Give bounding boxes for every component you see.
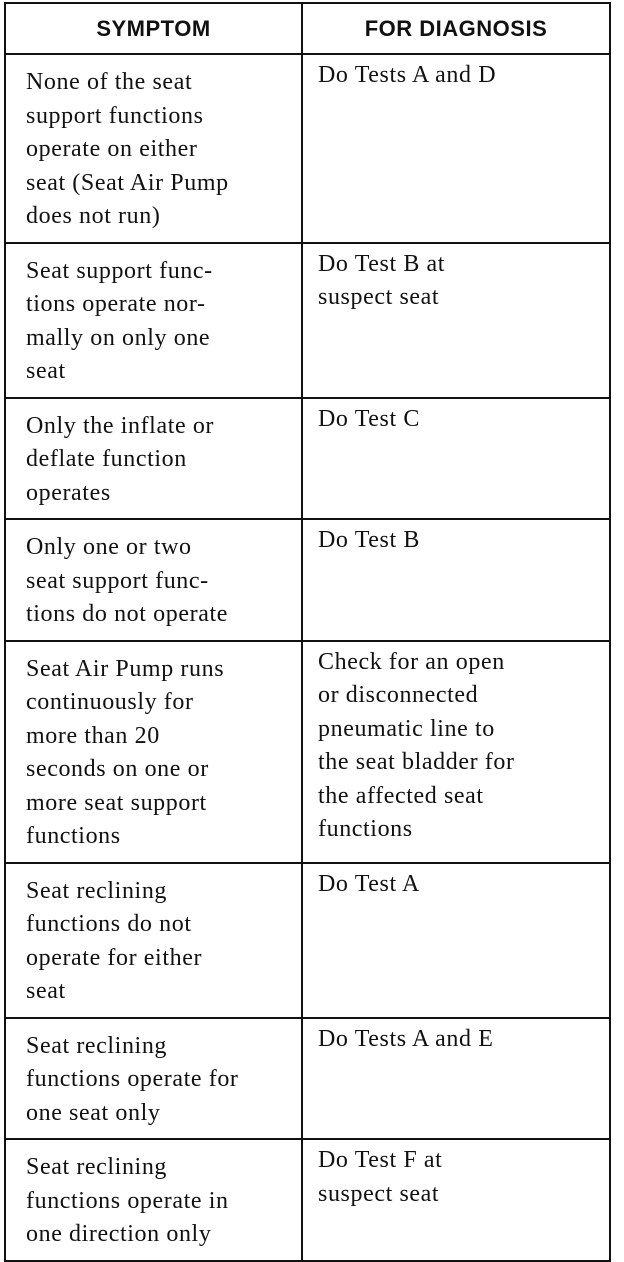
- diagnosis-text: Do Test C: [318, 405, 420, 432]
- diagnosis-table: [4, 2, 611, 1262]
- symptom-text: Seat reclining functions do not operate for either seat: [26, 877, 203, 1004]
- symptom-cell: [5, 519, 302, 641]
- symptom-cell: [5, 243, 302, 398]
- symptom-text: None of the seat support functions operate on either seat (Seat Air Pump does not run): [26, 69, 229, 229]
- symptom-text: Seat reclining functions operate for one seat only: [26, 1032, 239, 1126]
- symptom-text: Seat Air Pump runs continuously for more than 20 seconds on one or more seat support functions: [26, 655, 225, 849]
- table-row: [5, 863, 610, 1018]
- symptom-cell: [5, 398, 302, 520]
- symptom-text: Only the inflate or deflate function operates: [26, 412, 215, 506]
- symptom-cell: [5, 863, 302, 1018]
- diagnosis-text: Do Test A: [318, 870, 420, 897]
- table-row: [5, 1139, 610, 1261]
- diagnosis-cell: [302, 54, 610, 243]
- table-row: [5, 641, 610, 863]
- symptom-cell: [5, 1018, 302, 1140]
- diagnosis-text: Do Tests A and E: [318, 1025, 494, 1052]
- symptom-cell: [5, 1139, 302, 1261]
- diagnosis-cell: [302, 519, 610, 641]
- table-row: [5, 519, 610, 641]
- diagnosis-text: Do Test B at suspect seat: [318, 250, 446, 310]
- table-row: [5, 1018, 610, 1140]
- diagnosis-cell: [302, 398, 610, 520]
- diagnosis-cell: [302, 1018, 610, 1140]
- diagnosis-cell: [302, 243, 610, 398]
- symptom-text: Only one or two seat support func- tions do not operate: [26, 534, 228, 627]
- table-row: [5, 243, 610, 398]
- diagnosis-cell: [302, 641, 610, 863]
- diagnosis-text: Do Test B: [318, 527, 420, 553]
- symptom-cell: [5, 54, 302, 243]
- diagnosis-text: Do Tests A and D: [318, 62, 497, 88]
- diagnosis-cell: [302, 863, 610, 1018]
- diagnosis-cell: [302, 1139, 610, 1261]
- symptom-column-header: SYMPTOM: [5, 3, 302, 54]
- symptom-text: Seat support func- tions operate nor- mally on only one seat: [26, 257, 213, 384]
- diagnosis-text: Check for an open or disconnected pneumatic line to the seat bladder for the affected seat functions: [318, 648, 515, 842]
- diagnosis-column-header: FOR DIAGNOSIS: [302, 3, 610, 54]
- table-header-row: [5, 3, 610, 54]
- symptom-text: Seat reclining functions operate in one direction only: [26, 1154, 229, 1247]
- table-row: [5, 54, 610, 243]
- symptom-cell: [5, 641, 302, 863]
- table-row: [5, 398, 610, 520]
- diagnosis-text: Do Test F at suspect seat: [318, 1147, 443, 1207]
